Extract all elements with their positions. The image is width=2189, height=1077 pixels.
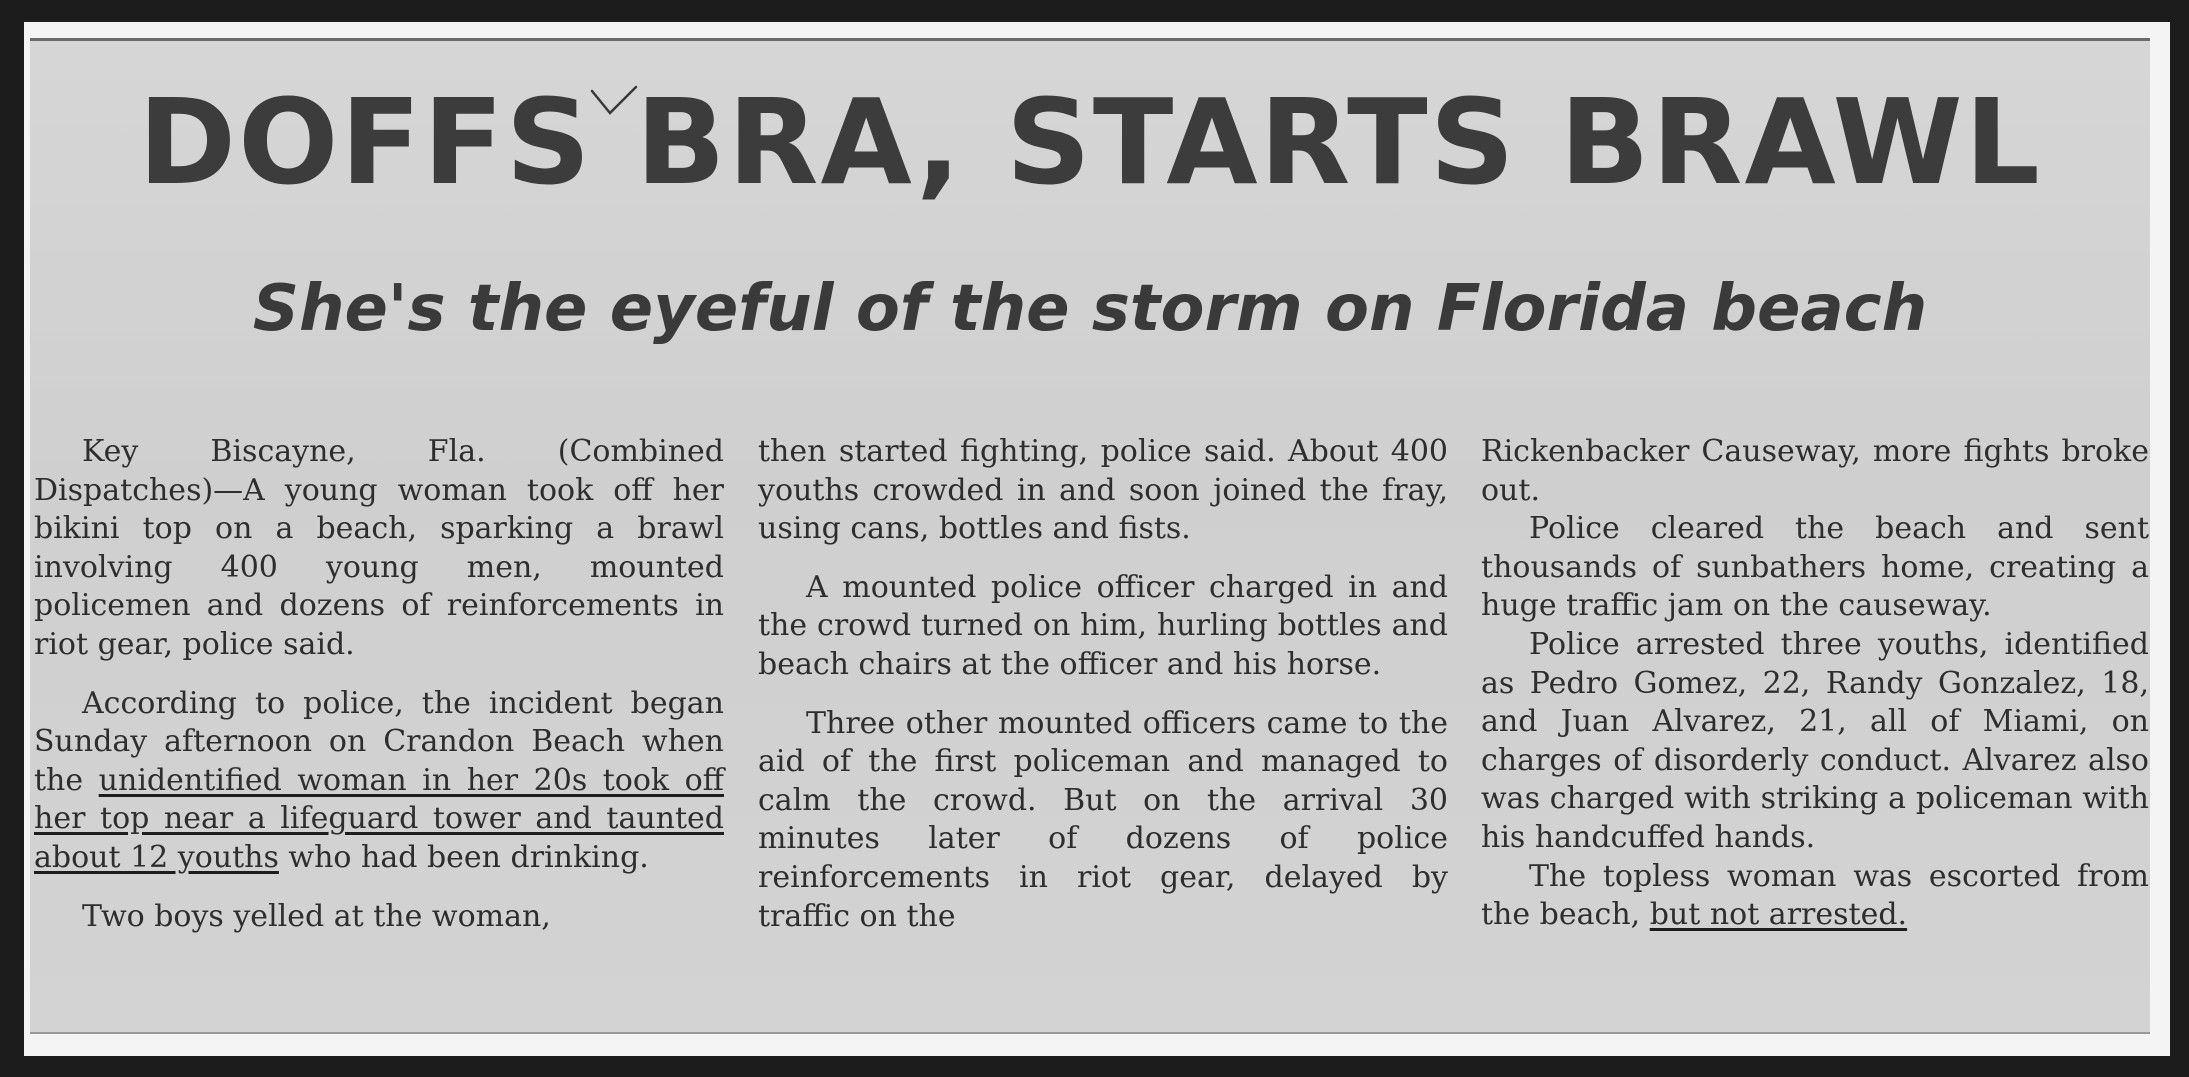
paragraph: A mounted police officer charged in and the crowd turned on him, hurling bottles and beach chairs at the officer and his horse. [758,569,1448,682]
paragraph: Two boys yelled at the woman, [82,898,551,934]
paragraph-continued: Rickenbacker Causeway, more fights broke out. [1481,434,2149,508]
paragraph: Key Biscayne, Fla. (Combined Dispatches)—A young woman took off her bikini top on a beach, sparking a brawl involving 400 young men, mounted policemen and dozens of reinforcements in riot gear, police said. [34,434,724,662]
headline: DOFFS BRA, STARTS BRAWL [138,73,2042,211]
paragraph: Three other mounted officers came to the aid of the first policeman and managed to calm the crowd. But on the arrival 30 minutes later of dozens of police reinforcements in riot gear, delayed by traffic on the [758,705,1448,934]
newspaper-clipping [30,38,2150,1034]
paragraph [1481,858,2149,935]
paragraph-text: According to police, the incident began Sunday afternoon on Crandon Beach when the [34,685,724,798]
paragraph-text: who had been drinking. [278,839,649,875]
article-column-3 [1481,433,2149,935]
article-column-2 [758,433,1448,936]
paragraph-continued: then started fighting, police said. About 400 youths crowded in and soon joined the fray, using cans, bottles and fists. [758,434,1448,547]
underlined-passage: but not arrested. [1649,897,1908,933]
paragraph: Police arrested three youths, identified as Pedro Gomez, 22, Randy Gonzalez, 18, and Juan Alvarez, 21, all of Miami, on charges of disorderly conduct. Alvarez also was charged with striking a policeman with his handcuffed hands. [1481,626,2149,855]
paragraph-text: The topless woman was escorted from the beach, [1481,858,2149,933]
subheadline: She's the eyeful of the storm on Florida beach [252,272,1928,346]
paragraph [34,685,724,878]
underlined-passage: unidentified woman in her 20s took off her top near a lifeguard tower and taunted about 12 youths [34,762,724,875]
article-column-1 [34,433,724,936]
paragraph: Police cleared the beach and sent thousands of sunbathers home, creating a huge traffic jam on the causeway. [1481,511,2149,624]
